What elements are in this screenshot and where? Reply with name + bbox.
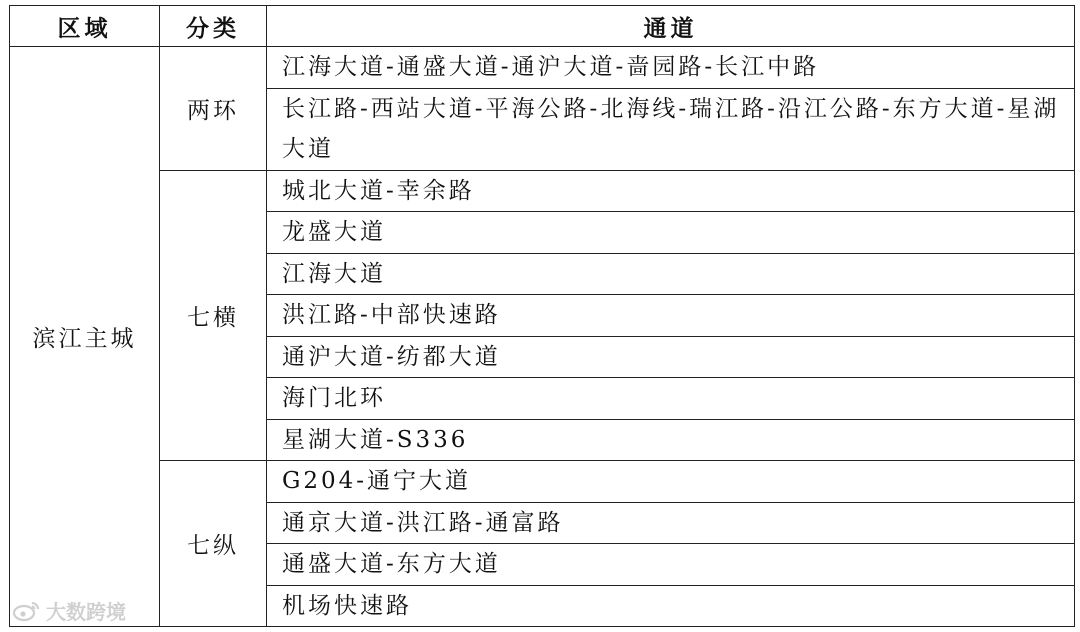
region-cell: 滨江主城 <box>10 47 160 627</box>
table-row <box>10 47 1075 89</box>
corridor-cell: 海门北环 <box>267 378 1075 420</box>
corridor-cell: 通沪大道-纺都大道 <box>267 336 1075 378</box>
weibo-logo-icon <box>12 600 40 622</box>
category-cell-horizontal: 七横 <box>160 170 267 461</box>
corridor-cell: 龙盛大道 <box>267 212 1075 254</box>
category-cell-ring: 两环 <box>160 47 267 171</box>
corridor-cell: 洪江路-中部快速路 <box>267 295 1075 337</box>
table-header-row <box>10 6 1075 47</box>
corridor-cell: G204-通宁大道 <box>267 461 1075 503</box>
corridor-cell: 通京大道-洪江路-通富路 <box>267 502 1075 544</box>
watermark-text: 大数跨境 <box>46 600 126 624</box>
table-row <box>10 170 1075 212</box>
category-cell-vertical: 七纵 <box>160 461 267 627</box>
corridor-cell: 通盛大道-东方大道 <box>267 544 1075 586</box>
header-corridor: 通道 <box>267 6 1075 47</box>
watermark <box>12 596 126 625</box>
corridor-cell: 长江路-西站大道-平海公路-北海线-瑞江路-沿江公路-东方大道-星湖大道 <box>267 88 1075 170</box>
table-row <box>10 461 1075 503</box>
corridor-cell: 江海大道-通盛大道-通沪大道-啬园路-长江中路 <box>267 47 1075 89</box>
corridor-table <box>9 5 1075 627</box>
corridor-cell: 江海大道 <box>267 253 1075 295</box>
header-region: 区域 <box>10 6 160 47</box>
corridor-cell: 城北大道-幸余路 <box>267 170 1075 212</box>
header-category: 分类 <box>160 6 267 47</box>
corridor-cell: 机场快速路 <box>267 585 1075 627</box>
corridor-cell: 星湖大道-S336 <box>267 419 1075 461</box>
